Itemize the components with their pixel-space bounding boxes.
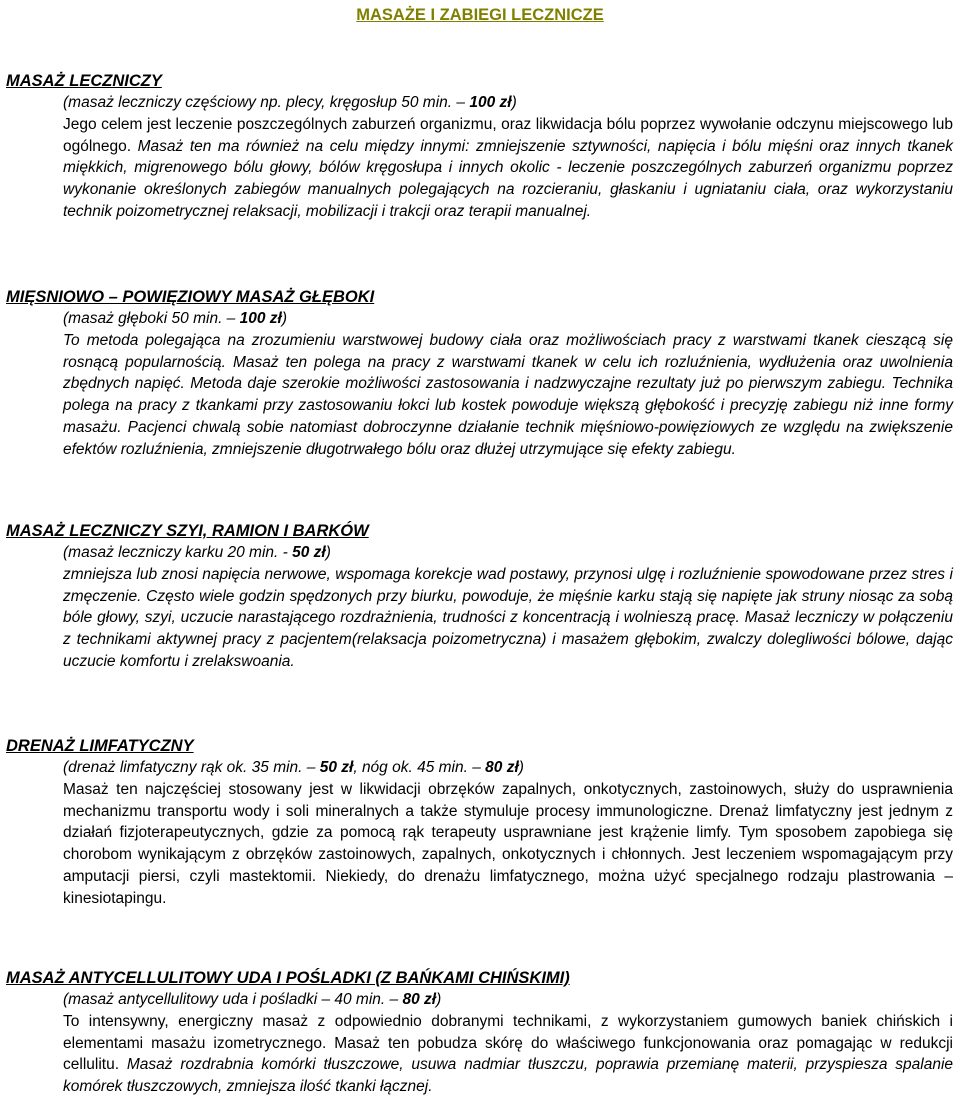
body-text: To intensywny, energiczny masaż z odpowiednio dobranymi technikami, z wykorzystaniem gumowych baniek chińskich i elementami masażu izometrycznego. Masaż ten pobudza skórę do właściwego funkcjonowania oraz pomagając w redukcji cellulitu. — [63, 1012, 953, 1074]
section-subtitle: (drenaż limfatyczny rąk ok. 35 min. – 50 zł, nóg ok. 45 min. – 80 zł) — [63, 759, 524, 776]
price: 80 zł — [485, 759, 519, 776]
section-heading: MASAŻ LECZNICZY — [6, 72, 162, 90]
page-title: MASAŻE I ZABIEGI LECZNICZE — [356, 6, 604, 24]
price: 100 zł — [469, 94, 512, 111]
price: 50 zł — [319, 759, 354, 776]
price: 100 zł — [239, 310, 282, 327]
section-body — [63, 330, 953, 461]
body-text: Jego celem jest leczenie poszczególnych zaburzeń organizmu, oraz likwidacja bólu poprzez wywołanie odczynu miejscowego lub ogólnego. — [63, 115, 953, 155]
price: 80 zł — [402, 991, 437, 1008]
section-subtitle: (masaż głęboki 50 min. – 100 zł) — [63, 310, 288, 327]
section-masaz-leczniczy — [0, 70, 960, 223]
section-heading: MASAŻ LECZNICZY SZYI, RAMION I BARKÓW — [6, 522, 369, 540]
body-text-italic: zmniejsza lub znosi napięcia nerwowe, wspomaga korekcje wad postawy, przynosi ulgę i rozluźnienie spowodowane przez stres i zmęczenie. Często wiele godzin spędzonych przy biurku, powoduje, że mięśnie karku stają się napięte jak struny niosąc za sobą bóle głowy, szyi, uczucie narastającego rozdrażnienia, trudności z koncentracją i wolnieszą pracę. Masaż leczniczy w połączeniu z technikami aktywnej pracy z pacjentem(relaksacja poizometryczna) i masażem głębokim, zwalczy dolegliwości bólowe, dając uczucie komfortu i zrelakswoania. — [63, 565, 953, 670]
section-masaz-gleboki — [0, 286, 960, 461]
section-heading: MASAŻ ANTYCELLULITOWY UDA I POŚLADKI (Z BAŃKAMI CHIŃSKIMI) — [6, 969, 570, 987]
section-body — [63, 564, 953, 673]
section-drenaz-limfatyczny — [0, 735, 960, 910]
section-heading: DRENAŻ LIMFATYCZNY — [6, 737, 194, 755]
section-body — [63, 1011, 953, 1098]
section-heading: MIĘSNIOWO – POWIĘZIOWY MASAŻ GŁĘBOKI — [6, 288, 375, 306]
section-subtitle: (masaż leczniczy częściowy np. plecy, kręgosłup 50 min. – 100 zł) — [63, 94, 517, 111]
section-masaz-szyi — [0, 520, 960, 673]
section-masaz-antycellulitowy — [0, 967, 960, 1098]
body-text-italic: Masaż rozdrabnia komórki tłuszczowe, usuwa nadmiar tłuszczu, poprawia przemianę materii, przyspiesza spalanie komórek tłuszczowych, zmniejsza ilość tkanki łącznej. — [63, 1056, 954, 1096]
body-text: Masaż ten najczęściej stosowany jest w likwidacji obrzęków zapalnych, onkotycznych, zastoinowych, służy do usprawnienia mechanizmu transportu wody i soli mineralnych a także stymuluje procesy immunologiczne. Drenaż limfatyczny jest jednym z działań fizjoterapeutycznych, gdzie za pomocą rąk terapeuty usprawniane jest krążenie limfy. Tym sposobem zapobiega się chorobom wynikającym z obrzęków zastoinowych, zapalnych, onkotycznych i chłonnych. Jest leczeniem wspomagającym przy amputacji piersi, czyli mastektomii. Niekiedy, do drenażu limfatycznego, można użyć specjalnego rodzaju plastrowania – kinesiotapingu. — [63, 780, 953, 907]
section-body — [63, 779, 953, 910]
body-text-italic: Masaż ten ma również na celu między innymi: zmniejszenie sztywności, napięcia i bólu mięśni oraz innych tkanek miękkich, migrenowego bólu głowy, bólów kręgosłupa i innych okolic - leczenie poszczególnych zaburzeń organizmu poprzez wykonanie określonych zabiegów manualnych polegających na rozcieraniu, głaskaniu i ugniataniu ciała, oraz wykorzystaniu technik poizometrycznej relaksacji, mobilizacji i trakcji oraz terapii manualnej. — [63, 137, 953, 220]
section-subtitle: (masaż antycellulitowy uda i pośladki – 40 min. – 80 zł) — [63, 991, 442, 1008]
section-body — [63, 114, 953, 223]
section-subtitle: (masaż leczniczy karku 20 min. - 50 zł) — [63, 544, 331, 561]
price: 50 zł — [292, 544, 326, 561]
body-text-italic: To metoda polegająca na zrozumieniu warstwowej budowy ciała oraz możliwościach pracy z warstwami tkanek cieszącą się rosnącą popularnością. Masaż ten polega na pracy z warstwami tkanek w celu ich rozluźnienia, wydłużenia oraz uwolnienia zbędnych napięć. Metoda daje szerokie możliwości zastosowania i nadzwyczajne rezultaty już po pierwszym zabiegu. Technika polega na pracy z tkankami przy zastosowaniu łokci lub kostek powoduje większą głębokość i precyzję zabiegu niż inne formy masażu. Pacjenci chwalą sobie natomiast dobroczynne działanie technik mięśniowo-powięziowych ze względu na zwiększenie efektów rozluźnienia, zmniejszenie długotrwałego bólu oraz dłużej utrzymujące się efekty zabiegu. — [63, 331, 953, 458]
